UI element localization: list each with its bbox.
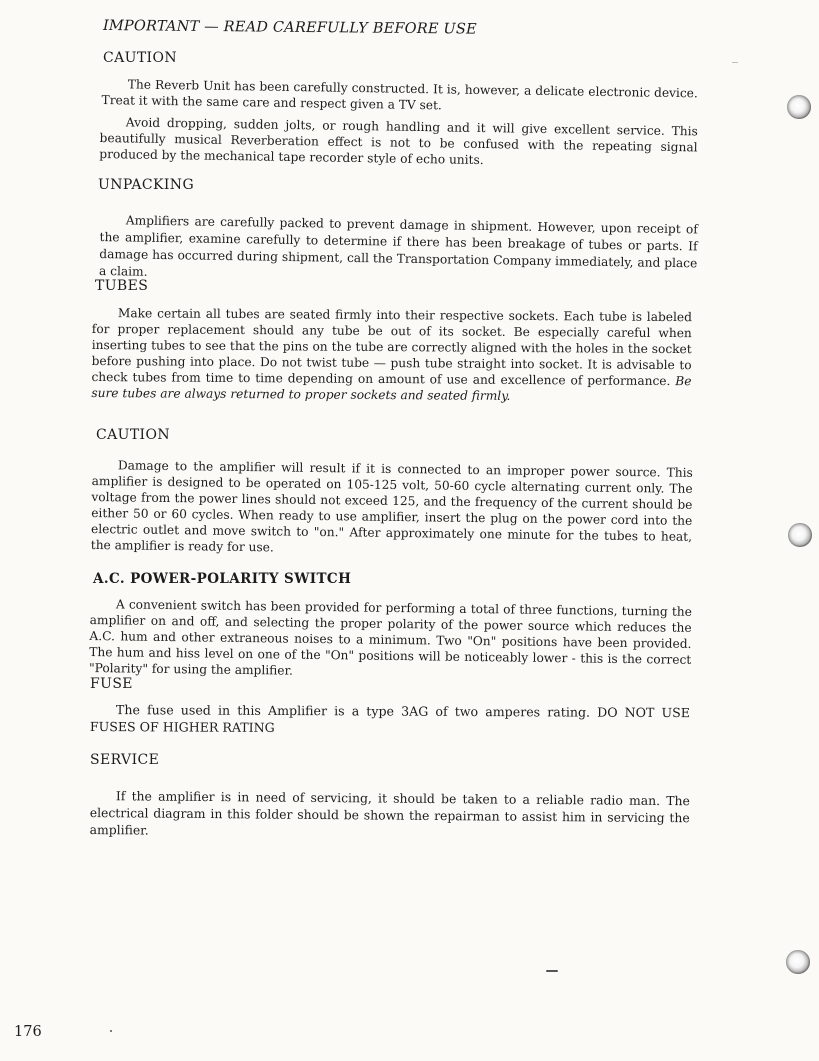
section-heading-service: SERVICE (90, 752, 160, 768)
page-number: 176 (14, 1024, 42, 1040)
binder-hole-middle (788, 523, 812, 547)
scan-speck (110, 1030, 112, 1032)
caution-paragraph-1: The Reverb Unit has been carefully constructed. It is, however, a delicate electronic device. Treat it with the same care and respect given a TV set. (101, 77, 698, 113)
service-paragraph: If the amplifier is in need of servicing, it should be taken to a reliable radio man. The electrical diagram in this folder should be shown the repairman to assist him in servicing the amplifier. (89, 788, 690, 838)
caution-paragraph-2: Avoid dropping, sudden jolts, or rough handling and it will give excellent service. This beautifully musical Reverberation effect is not to be confused with the repeating signal produced by the mechanical tape recorder style of echo units. (99, 115, 698, 168)
section-heading-caution: CAUTION (103, 50, 178, 66)
fuse-paragraph: The fuse used in this Amplifier is a type 3AG of two amperes rating. DO NOT USE FUSES OF HIGHER RATING (89, 702, 690, 735)
section-heading-unpacking: UNPACKING (98, 177, 195, 193)
page-header: IMPORTANT — READ CAREFULLY BEFORE USE (102, 18, 477, 38)
section-heading-fuse: FUSE (90, 676, 133, 692)
binder-hole-bottom (786, 950, 810, 974)
section-heading-tubes: TUBES (95, 278, 149, 294)
unpacking-paragraph: Amplifiers are carefully packed to prevent damage in shipment. However, upon receipt of the amplifier, examine carefully to determine if there has been breakage of tubes or parts. If damage has occurred during shipment, call the Transportation Company immediately, and place a claim. (98, 213, 698, 279)
section-heading-polarity-switch: A.C. POWER-POLARITY SWITCH (93, 571, 352, 587)
scan-speck (546, 970, 558, 972)
section-heading-caution-power: CAUTION (96, 427, 171, 443)
binder-hole-top (787, 95, 811, 119)
scan-speck (732, 62, 738, 63)
polarity-switch-paragraph: A convenient switch has been provided for performing a total of three functions, turning the amplifier on and off, and selecting the proper polarity of the power source which reduces the A.C. hum and other extraneous noises to a minimum. Two "On" positions have been provided. The hum and hiss level on one of the "On" positions will be noticeably lower - this is the correct "Polarity" for using the amplifier. (88, 597, 692, 678)
caution-power-paragraph: Damage to the amplifier will result if it is connected to an improper power source. This amplifier is designed to be operated on 105-125 volt, 50-60 cycle alternating current only. The voltage from the power lines should not exceed 125, and the frequency of the current should be either 50 or 60 cycles. When ready to use amplifier, insert the plug on the power cord into the electric outlet and move switch to "on." After approximately one minute for the tubes to heat, the amplifier is ready for use. (90, 458, 693, 555)
tubes-paragraph-text: Make certain all tubes are seated firmly into their respective sockets. Each tube is labeled for proper replacement should any tube be out of its socket. Be especially careful when inserting tubes to see that the pins on the tube are correctly aligned with the holes in the socket before pushing into place. Do not twist tube — push tube straight into socket. It is advisable to check tubes from time to time depending on amount of use and excellence of performance. (91, 306, 692, 389)
tubes-paragraph (91, 305, 692, 405)
tubes-emphasis: Be sure tubes are always returned to proper sockets and seated firmly. (91, 374, 692, 403)
